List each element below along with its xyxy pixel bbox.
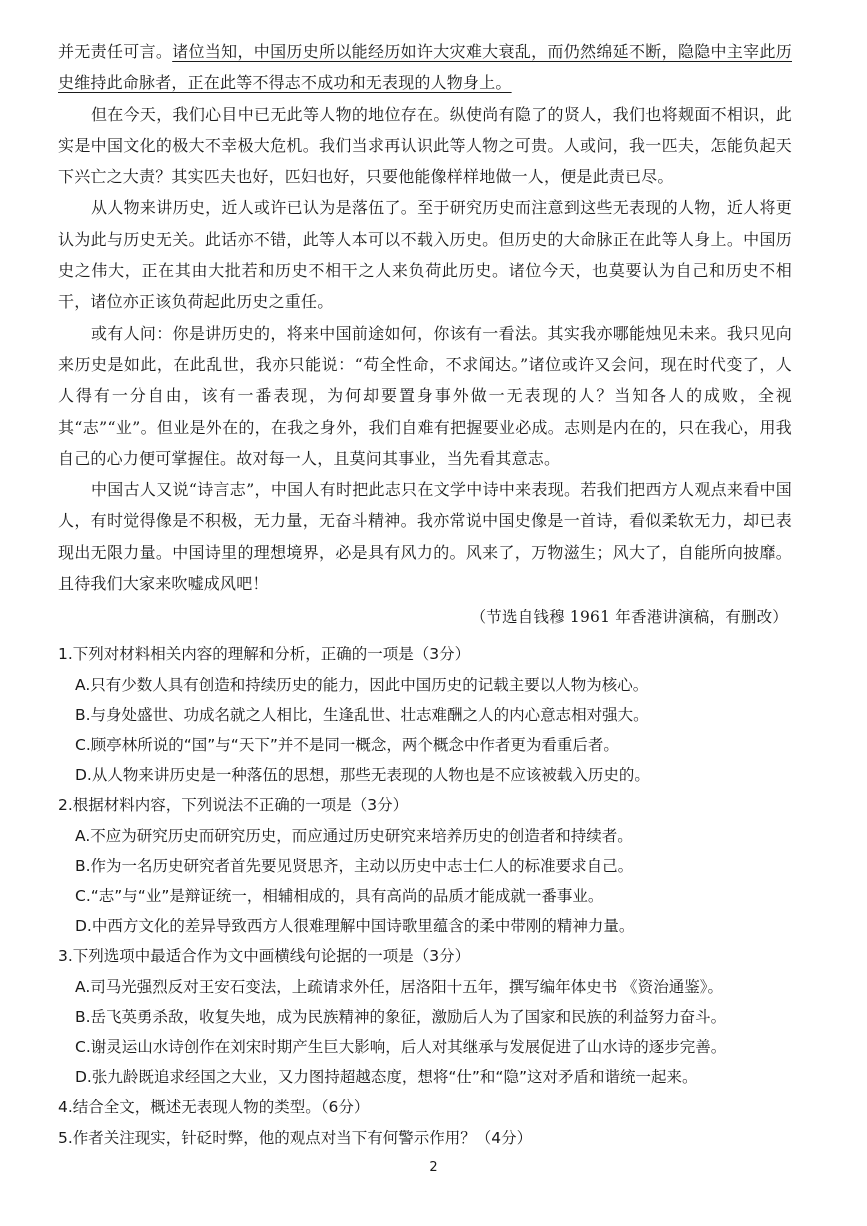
option-b: B.与身处盛世、功成名就之人相比，生逢乱世、壮志难酬之人的内心意志相对强大。	[75, 705, 649, 724]
option-a: A.司马光强烈反对王安石变法，上疏请求外任，居洛阳十五年，撰写编年体史书 《资治通鉴》。	[75, 977, 723, 996]
passage-paragraph-1	[58, 36, 792, 99]
question-5	[58, 1123, 792, 1153]
question-stem: 5.作者关注现实，针砭时弊，他的观点对当下有何警示作用？（4分）	[58, 1128, 533, 1147]
passage-paragraph-5: 中国古人又说“诗言志”，中国人有时把此志只在文学中诗中来表现。若我们把西方人观点来看中国人，有时觉得像是不积极，无力量，无奋斗精神。我亦常说中国史像是一首诗，看似柔软无力，却已表现出无限力量。中国诗里的理想境界，必是具有风力的。风来了，万物滋生；风大了，自能所向披靡。且待我们大家来吹嘘成风吧！	[58, 480, 792, 594]
option-a: A.只有少数人具有创造和持续历史的能力，因此中国历史的记载主要以人物为核心。	[75, 675, 649, 694]
question-list	[58, 639, 792, 1152]
question-stem: 4.结合全文，概述无表现人物的类型。（6分）	[58, 1098, 370, 1117]
exam-page	[58, 36, 792, 1153]
question-stem: 1.下列对材料相关内容的理解和分析，正确的一项是（3分）	[58, 645, 471, 664]
underlined-sentence: 诸位当知，中国历史所以能经历如许大灾难大衰乱，而仍然绵延不断，隐隐中主宰此历史维持此命脉者，正在此等不得志不成功和无表现的人物身上。	[58, 42, 792, 93]
option-c: C.谢灵运山水诗创作在刘宋时期产生巨大影响，后人对其继承与发展促进了山水诗的逐步完善。	[75, 1037, 727, 1056]
option-a: A.不应为研究历史而研究历史，而应通过历史研究来培养历史的创造者和持续者。	[75, 826, 633, 845]
passage-paragraph-2: 但在今天，我们心目中已无此等人物的地位存在。纵使尚有隐了的贤人，我们也将觌面不相识，此实是中国文化的极大不幸极大危机。我们当求再认识此等人物之可贵。人或问，我一匹夫，怎能负起天下兴亡之大责？其实匹夫也好，匹妇也好，只要他能像样样地做一人，便是此责已尽。	[58, 104, 792, 187]
passage-paragraph-3: 从人物来讲历史，近人或许已认为是落伍了。至于研究历史而注意到这些无表现的人物，近人将更认为此与历史无关。此话亦不错，此等人本可以不载入历史。但历史的大命脉正在此等人身上。中国历史之伟大，正在其由大批若和历史不相干之人来负荷此历史。诸位今天，也莫要认为自己和历史不相干，诸位亦正该负荷起此历史之重任。	[58, 198, 792, 312]
question-stem: 2.根据材料内容，下列说法不正确的一项是（3分）	[58, 796, 409, 815]
option-d: D.中西方文化的差异导致西方人很难理解中国诗歌里蕴含的柔中带刚的精神力量。	[75, 917, 635, 936]
option-c: C.“志”与“业”是辩证统一，相辅相成的，具有高尚的品质才能成就一番事业。	[75, 886, 604, 905]
page-number: 2	[429, 1160, 438, 1175]
option-c: C.顾亭林所说的“国”与“天下”并不是同一概念，两个概念中作者更为看重后者。	[75, 735, 619, 754]
question-stem: 3.下列选项中最适合作为文中画横线句论据的一项是（3分）	[58, 947, 471, 966]
question-4	[58, 1092, 792, 1122]
paragraph-1-text: 并无责任可言。	[58, 42, 173, 61]
source-citation: （节选自钱穆 1961 年香港讲演稿，有删改）	[470, 608, 788, 627]
option-b: B.岳飞英勇杀敌，收复失地，成为民族精神的象征，激励后人为了国家和民族的利益努力奋斗。	[75, 1007, 727, 1026]
question-1	[58, 639, 792, 790]
option-b: B.作为一名历史研究者首先要见贤思齐，主动以历史中志士仁人的标准要求自己。	[75, 856, 634, 875]
option-d: D.张九龄既追求经国之大业，又力图持超越态度，想将“仕”和“隐”这对矛盾和谐统一起来。	[75, 1068, 698, 1087]
question-3	[58, 941, 792, 1092]
question-2	[58, 790, 792, 941]
passage-paragraph-4: 或有人问：你是讲历史的，将来中国前途如何，你该有一看法。其实我亦哪能烛见未来。我只见向来历史是如此，在此乱世，我亦只能说：“苟全性命，不求闻达。”诸位或许又会问，现在时代变了，人人得有一分自由，该有一番表现，为何却要置身事外做一无表现的人？当知各人的成败，全视其“志”“业”。但业是外在的，在我之身外，我们自难有把握要业必成。志则是内在的，只在我心，用我自己的心力便可掌握住。故对每一人，且莫问其事业，当先看其意志。	[58, 323, 792, 468]
option-d: D.从人物来讲历史是一种落伍的思想，那些无表现的人物也是不应该被载入历史的。	[75, 766, 650, 785]
